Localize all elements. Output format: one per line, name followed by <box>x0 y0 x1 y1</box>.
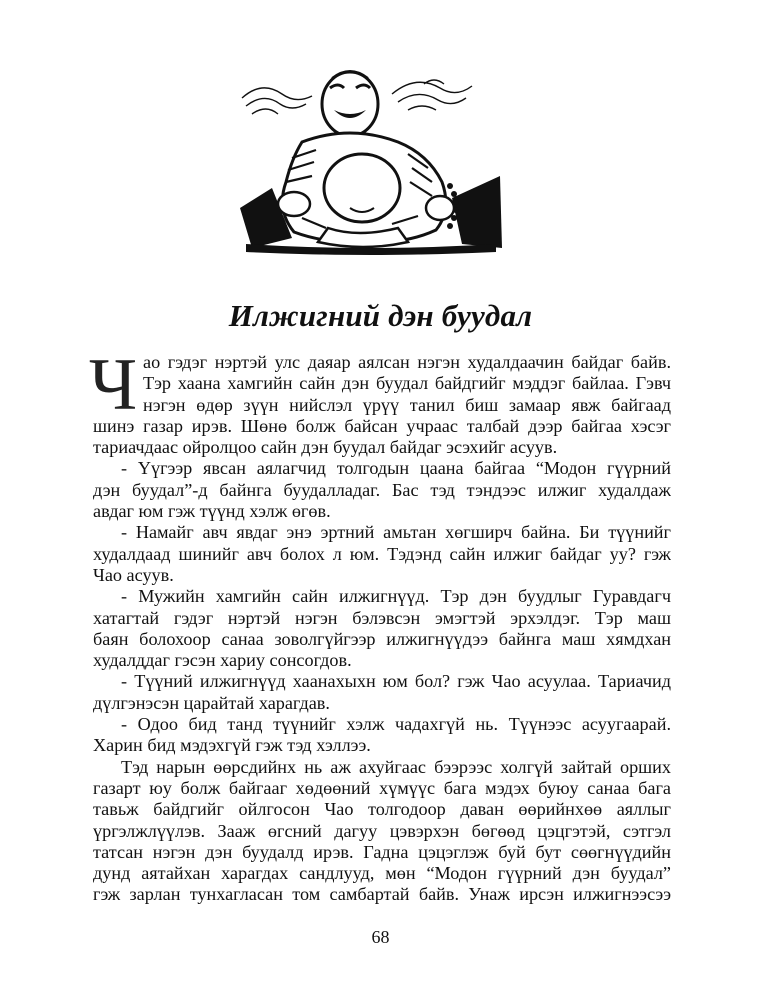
text-line: Тэр хаана хамгийн сайн дэн буудал байдгийг мэддэг байлаа. Гэвч <box>143 373 671 394</box>
story-text <box>89 344 671 906</box>
laughing-buddha-woodcut-icon <box>232 58 508 256</box>
text-line: баян болохоор санаа зоволгүйгээр илжигнүүдээ байнга маш хямдхан <box>93 628 671 649</box>
text-line: тариачдаас ойролцоо сайн дэн буудал байдаг эсэхийг асуув. <box>93 437 558 458</box>
text-line: үргэлжлүүлэв. Зааж өгсний дагуу цэвэрхэн бөгөөд цэцгэтэй, сэтгэл <box>93 820 671 841</box>
text-line: газарт юу болж байгааг хөдөөний хүмүүс бага мэдэх буюу санаа бага <box>93 777 671 798</box>
page-number: 68 <box>371 927 390 947</box>
text-line: дүлгэнэсэн царайтай харагдав. <box>93 692 330 713</box>
text-line: - Түүний илжигнүүд хаанахыхн юм бол? гэж Чао асуулаа. Тариачид <box>121 671 671 692</box>
text-line: дунд аятайхан харагдах сандлууд, мөн “Модон гүүрний дэн буудал” <box>93 863 671 884</box>
text-line: хатагтай гэдэг нэртэй нэгэн бэлэвсэн эмэгтэй эрхэлдэг. Тэр маш <box>93 607 671 628</box>
chapter-title: Илжигний дэн буудал <box>228 298 533 333</box>
drop-cap: Ч <box>89 344 138 426</box>
text-line: ао гэдэг нэртэй улс даяар аялсан нэгэн худалдаачин байдаг байв. <box>143 352 671 372</box>
text-line: - Одоо бид танд түүнийг хэлж чадахгүй нь. Түүнээс асуугаарай. <box>121 714 671 735</box>
text-line: авдаг юм гэж түүнд хэлж өгөв. <box>93 501 331 522</box>
text-line: шинэ газар ирэв. Шөнө болж байсан учраас талбай дээр байгаа хэсэг <box>93 415 671 436</box>
text-line: Тэд нарын өөрсдийнх нь аж ахуйгаас бээрээс холгүй зайтай орших <box>121 756 671 777</box>
text-line: худалдаад шинийг авч болох л юм. Тэдэнд сайн илжиг байдаг уу? гэж <box>93 543 671 564</box>
text-line: татсан нэгэн дэн буудалд ирэв. Гадна цэцэглэж буй бут сөөгнүүдийн <box>93 841 671 862</box>
text-line: Чао асуув. <box>93 564 174 585</box>
text-line: - Намайг авч явдаг энэ эртний амьтан хөгширч байна. Би түүнийг <box>121 522 671 543</box>
text-line: гэж зарлан тунхагласан том самбартай байв. Унаж ирсэн илжигнээсээ <box>93 884 671 905</box>
text-line: Харин бид мэдэхгүй гэж тэд хэллээ. <box>93 735 371 756</box>
text-line: худалддаг гэсэн хариу сонсогдов. <box>93 650 352 671</box>
text-line: - Мужийн хамгийн сайн илжигнүүд. Тэр дэн буудлыг Гуравдагч <box>121 586 671 607</box>
text-line: нэгэн өдөр зүүн нийслэл үрүү танил биш замаар явж байгаад <box>143 394 671 415</box>
text-line: тавьж байдгийг ойлгосон Чао толгодоор даван өөрийнхөө аяллыг <box>93 799 671 820</box>
text-line: - Үүгээр явсан аялагчид толгодын цаана байгаа “Модон гүүрний <box>121 458 671 479</box>
text-line: дэн буудал”-д байнга буудалладаг. Бас тэд тэндээс илжиг худалдаж <box>93 479 671 500</box>
